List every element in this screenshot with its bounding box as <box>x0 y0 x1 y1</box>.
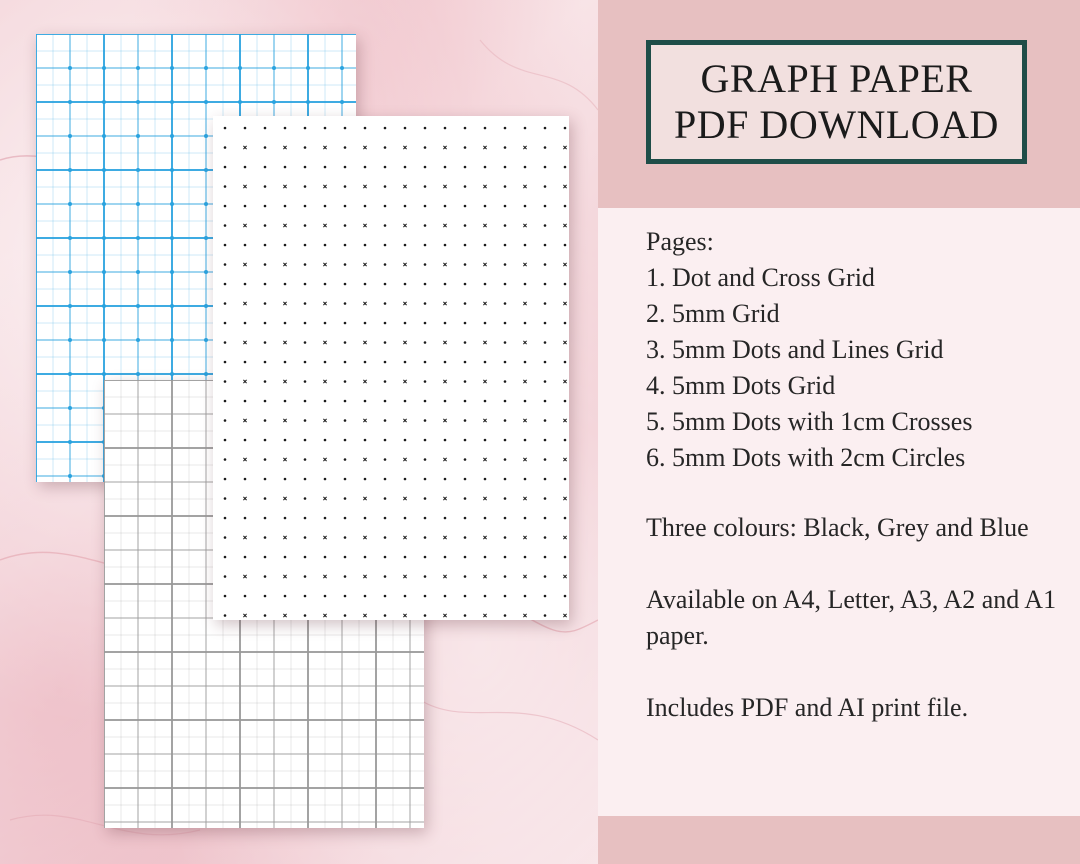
footer-band <box>598 816 1080 864</box>
page-list-item: 6. 5mm Dots with 2cm Circles <box>646 443 966 472</box>
page-list-item: 3. 5mm Dots and Lines Grid <box>646 335 944 364</box>
files-text: Includes PDF and AI print file. <box>646 693 969 722</box>
dot-grid-sheet <box>213 116 569 620</box>
page-list-item: 2. 5mm Grid <box>646 299 780 328</box>
pages-heading: Pages: <box>646 227 714 256</box>
page-list-item: 4. 5mm Dots Grid <box>646 371 836 400</box>
dot-grid-preview <box>213 116 569 620</box>
colours-text: Three colours: Black, Grey and Blue <box>646 513 1029 542</box>
page-list-item: 1. Dot and Cross Grid <box>646 263 875 292</box>
sizes-text: Available on A4, Letter, A3, A2 and A1 paper. <box>646 585 1057 650</box>
description-text <box>646 224 1066 726</box>
page-list-item: 5. 5mm Dots with 1cm Crosses <box>646 407 973 436</box>
title-line-2: PDF DOWNLOAD <box>674 102 999 147</box>
title-line-1: GRAPH PAPER <box>700 56 973 101</box>
title-box <box>646 40 1027 164</box>
